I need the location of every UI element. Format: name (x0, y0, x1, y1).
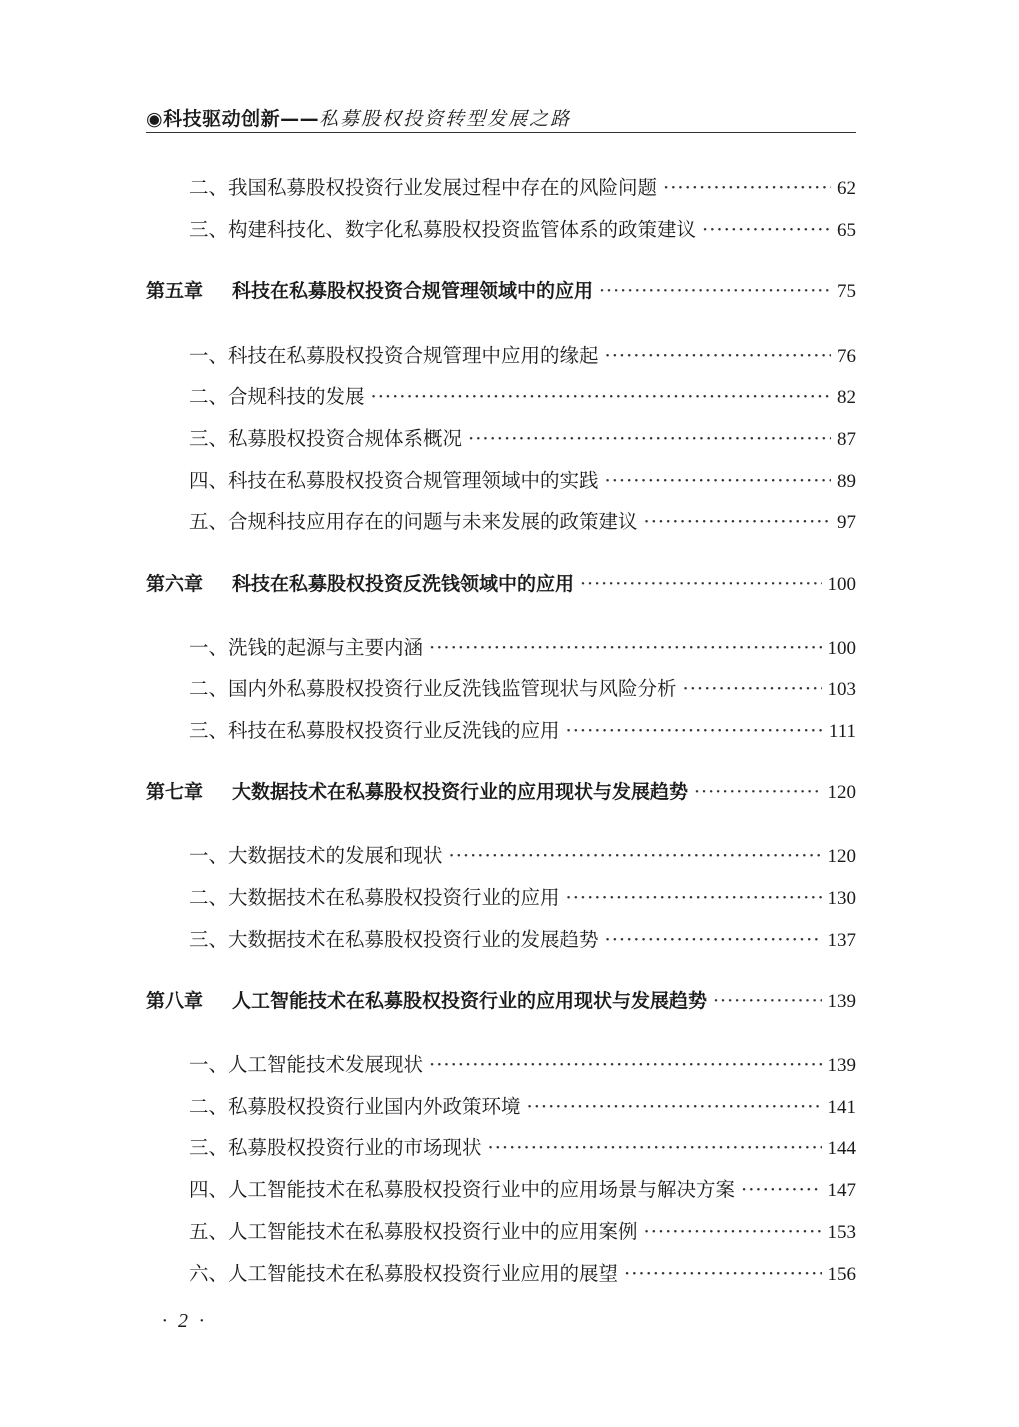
book-title-main: 科技驱动创新—— (163, 108, 320, 130)
entry-page-number: 76 (837, 346, 856, 367)
entry-page-number: 111 (828, 721, 856, 742)
book-subtitle: 私募股权投资转型发展之路 (319, 108, 572, 130)
entry-title: 科技在私募股权投资合规管理领域中的应用 (232, 280, 594, 302)
chapter-number: 第八章 (146, 990, 204, 1012)
entry-title: 人工智能技术在私募股权投资行业的应用现状与发展趋势 (232, 990, 708, 1012)
toc-section-entry[interactable] (189, 632, 856, 660)
entry-title: 三、私募股权投资行业的市场现状 (189, 1136, 482, 1159)
entry-title: 三、科技在私募股权投资行业反洗钱的应用 (189, 719, 560, 742)
entry-title: 五、合规科技应用存在的问题与未来发展的政策建议 (189, 510, 638, 533)
dot-leader (741, 1178, 821, 1201)
entry-page-number: 139 (827, 991, 856, 1012)
chapter-number: 第五章 (146, 280, 204, 302)
entry-page-number: 139 (827, 1055, 856, 1076)
entry-page-number: 144 (827, 1138, 856, 1159)
toc-section-entry[interactable] (189, 1091, 856, 1119)
toc-section-entry[interactable] (189, 172, 856, 200)
toc-section-entry[interactable] (189, 1132, 856, 1160)
dot-leader (449, 844, 822, 867)
dot-leader (566, 886, 822, 909)
dot-leader (694, 781, 821, 803)
dot-leader (605, 928, 822, 951)
entry-title: 三、构建科技化、数字化私募股权投资监管体系的政策建议 (189, 218, 697, 241)
dot-leader (644, 1220, 822, 1243)
entry-page-number: 120 (827, 782, 856, 803)
entry-title: 科技在私募股权投资反洗钱领域中的应用 (232, 573, 575, 595)
entry-title: 三、大数据技术在私募股权投资行业的发展趋势 (189, 928, 599, 951)
entry-title: 五、人工智能技术在私募股权投资行业中的应用案例 (189, 1220, 638, 1243)
chapter-number: 第六章 (146, 573, 204, 595)
entry-title: 二、合规科技的发展 (189, 385, 365, 408)
toc-section-entry[interactable] (189, 1049, 856, 1077)
entry-page-number: 103 (827, 679, 856, 700)
dot-leader (429, 636, 821, 659)
entry-title: 一、人工智能技术发展现状 (189, 1053, 424, 1076)
entry-page-number: 120 (827, 846, 856, 867)
toc-section-entry[interactable] (189, 715, 856, 743)
entry-title: 大数据技术在私募股权投资行业的应用现状与发展趋势 (232, 781, 689, 803)
toc-chapter-entry[interactable] (146, 986, 856, 1013)
toc-section-entry[interactable] (189, 423, 856, 451)
toc-section-entry[interactable] (189, 506, 856, 534)
entry-title: 一、洗钱的起源与主要内涵 (189, 636, 424, 659)
entry-title: 二、我国私募股权投资行业发展过程中存在的风险问题 (189, 176, 658, 199)
entry-page-number: 156 (827, 1264, 856, 1285)
toc-chapter-entry[interactable] (146, 777, 856, 804)
entry-title: 二、国内外私募股权投资行业反洗钱监管现状与风险分析 (189, 677, 677, 700)
dot-leader (605, 344, 831, 367)
dot-leader (663, 176, 831, 199)
toc-section-entry[interactable] (189, 840, 856, 868)
toc-section-entry[interactable] (189, 340, 856, 368)
dot-leader (371, 385, 831, 408)
toc-section-entry[interactable] (189, 673, 856, 701)
dot-leader (566, 719, 823, 742)
dot-leader (527, 1095, 822, 1118)
dot-leader (488, 1136, 822, 1159)
toc-section-entry[interactable] (189, 1174, 856, 1202)
entry-page-number: 147 (827, 1180, 856, 1201)
bullet-marker: ◉ (146, 108, 164, 130)
entry-title: 三、私募股权投资合规体系概况 (189, 427, 463, 450)
entry-page-number: 130 (827, 888, 856, 909)
dot-leader (429, 1053, 821, 1076)
entry-page-number: 62 (837, 178, 856, 199)
toc-section-entry[interactable] (189, 465, 856, 493)
dot-leader (468, 427, 831, 450)
toc-chapter-entry[interactable] (146, 276, 856, 303)
book-title (146, 104, 571, 131)
entry-page-number: 100 (827, 638, 856, 659)
entry-title: 六、人工智能技术在私募股权投资行业应用的展望 (189, 1262, 619, 1285)
toc-section-entry[interactable] (189, 214, 856, 242)
toc-chapter-entry[interactable] (146, 569, 856, 596)
toc-section-entry[interactable] (189, 882, 856, 910)
dot-leader (599, 280, 831, 302)
dot-leader (605, 469, 831, 492)
entry-page-number: 89 (837, 471, 856, 492)
entry-page-number: 141 (827, 1097, 856, 1118)
entry-page-number: 97 (837, 512, 856, 533)
toc-section-entry[interactable] (189, 1216, 856, 1244)
entry-page-number: 75 (837, 281, 856, 302)
entry-title: 一、大数据技术的发展和现状 (189, 844, 443, 867)
entry-page-number: 137 (827, 930, 856, 951)
page-number: · 2 · (162, 1310, 207, 1332)
chapter-number: 第七章 (146, 781, 204, 803)
toc-section-entry[interactable] (189, 924, 856, 952)
dot-leader (702, 218, 831, 241)
dot-leader (713, 990, 821, 1012)
entry-page-number: 100 (827, 574, 856, 595)
entry-page-number: 82 (837, 387, 856, 408)
entry-title: 二、私募股权投资行业国内外政策环境 (189, 1095, 521, 1118)
entry-title: 四、人工智能技术在私募股权投资行业中的应用场景与解决方案 (189, 1178, 736, 1201)
running-header (146, 100, 856, 133)
toc-section-entry[interactable] (189, 1258, 856, 1286)
dot-leader (644, 510, 831, 533)
entry-page-number: 65 (837, 220, 856, 241)
entry-page-number: 153 (827, 1222, 856, 1243)
dot-leader (683, 677, 822, 700)
entry-title: 二、大数据技术在私募股权投资行业的应用 (189, 886, 560, 909)
dot-leader (624, 1262, 821, 1285)
dot-leader (580, 573, 821, 595)
entry-title: 四、科技在私募股权投资合规管理领域中的实践 (189, 469, 599, 492)
entry-title: 一、科技在私募股权投资合规管理中应用的缘起 (189, 344, 599, 367)
toc-section-entry[interactable] (189, 381, 856, 409)
entry-page-number: 87 (837, 429, 856, 450)
